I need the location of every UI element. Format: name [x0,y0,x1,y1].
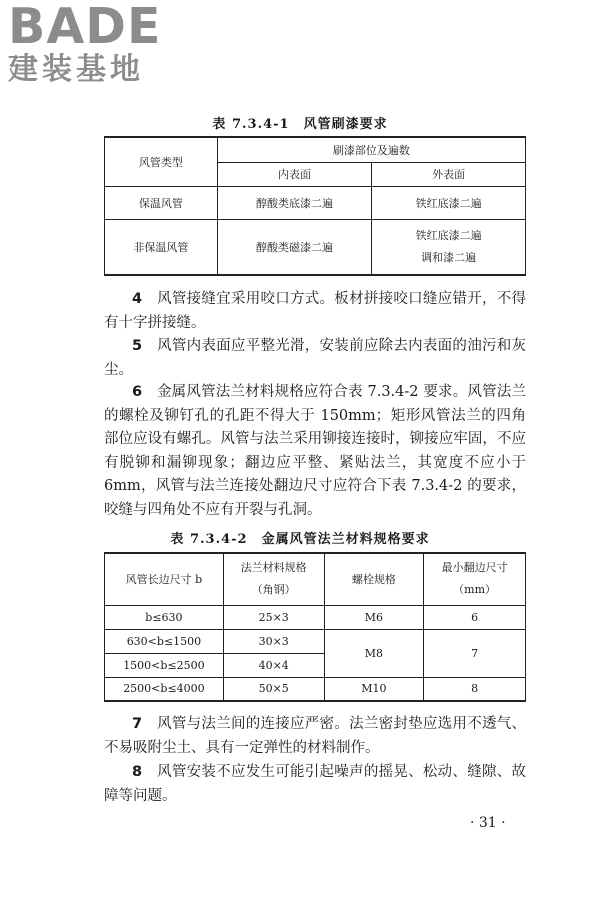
paint-requirements-table [104,136,526,276]
cell-type: 保温风管 [105,186,218,219]
clause-8: 8 风管安装不应发生可能引起噪声的摇晃、松动、缝隙、故障等问题。 [104,764,526,804]
cell-size: 630<b≤1500 [105,629,224,653]
table2-title: 表 7.3.4-2 金属风管法兰材料规格要求 [170,532,430,547]
cell-bolt: M8 [324,629,424,677]
cell-bolt: M6 [324,605,424,629]
header-outer-surface: 外表面 [372,162,526,186]
cell-material: 50×5 [223,677,324,701]
cell-material: 25×3 [223,605,324,629]
header-paint-group: 刷漆部位及遍数 [217,137,525,162]
cell-type: 非保温风管 [105,219,218,275]
logo-subtitle: 建装基地 [8,52,144,87]
cell-flange: 8 [424,677,526,701]
cell-material: 40×4 [223,653,324,677]
cell-flange: 6 [424,605,526,629]
header-inner-surface: 内表面 [217,162,372,186]
table-row [105,677,526,701]
header-material: 法兰材料规格 （角钢） [223,553,324,605]
cell-inner: 醇酸类底漆二遍 [217,186,372,219]
clause-5: 5 风管内表面应平整光滑，安装前应除去内表面的油污和灰尘。 [104,338,526,378]
clause-7: 7 风管与法兰间的连接应严密。法兰密封垫应选用不透气、不易吸附尘土、具有一定弹性的材料制作。 [104,716,526,756]
header-size: 风管长边尺寸 b [105,553,224,605]
cell-flange: 7 [424,629,526,677]
cell-bolt: M10 [324,677,424,701]
table-row [105,629,526,653]
page-number: · 31 · [470,815,506,831]
table-row [105,219,526,275]
clause-4: 4 风管接缝宜采用咬口方式。板材拼接咬口缝应错开，不得有十字拼接缝。 [104,291,526,331]
cell-size: b≤630 [105,605,224,629]
header-bolt: 螺栓规格 [324,553,424,605]
logo-brand: BADE [8,0,162,55]
cell-inner: 醇酸类磁漆二遍 [217,219,372,275]
table1-title: 表 7.3.4-1 风管刷漆要求 [212,117,388,132]
cell-outer [372,219,526,275]
cell-outer-line: 铁红底漆二遍 [415,228,482,242]
header-flange: 最小翻边尺寸 （mm） [424,553,526,605]
cell-size: 2500<b≤4000 [105,677,224,701]
table-row [105,605,526,629]
cell-size: 1500<b≤2500 [105,653,224,677]
flange-spec-table [104,552,526,702]
header-duct-type: 风管类型 [105,137,218,186]
clause-6: 6 金属风管法兰材料规格应符合表 7.3.4-2 要求。风管法兰的螺栓及铆钉孔的孔距不得大于 150mm；矩形风管法兰的四角部位应设有螺孔。风管与法兰采用铆接连接时，铆接应牢固，不应有脱铆和漏铆现象；翻边应平整、紧贴法兰，其宽度不应小于 6mm，风管与法兰连接处翻边尺寸应符合下表 7.3.4-2 的要求，咬缝与四角处不应有开裂与孔洞。 [104,384,526,518]
brand-logo [8,2,178,85]
cell-material: 30×3 [223,629,324,653]
cell-outer: 铁红底漆二遍 [372,186,526,219]
cell-outer-line: 调和漆二遍 [421,250,477,264]
table-row [105,186,526,219]
